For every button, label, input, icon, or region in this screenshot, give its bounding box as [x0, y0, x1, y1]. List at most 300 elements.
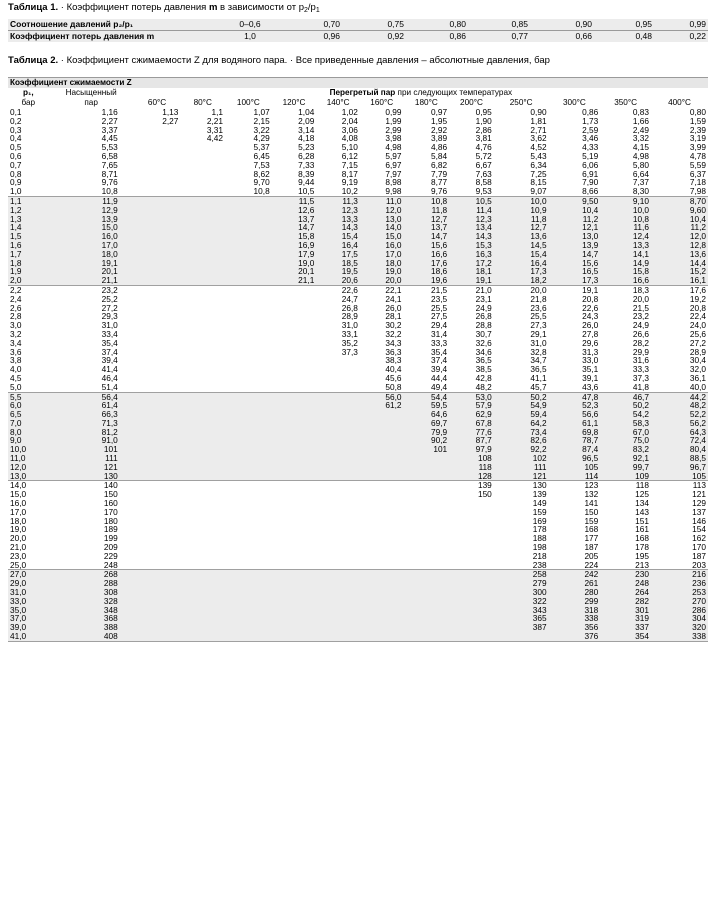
- superheated-cell: 6,28: [272, 152, 317, 161]
- superheated-cell: [272, 304, 317, 313]
- superheated-cell: [134, 614, 181, 623]
- superheated-cell: 6,37: [651, 170, 708, 179]
- superheated-cell: 16,4: [316, 241, 360, 250]
- superheated-cell: 149: [494, 499, 549, 508]
- superheated-cell: [134, 348, 181, 357]
- superheated-cell: 4,33: [549, 143, 601, 152]
- pressure-cell: 1,6: [8, 241, 49, 250]
- pressure-cell: 0,8: [8, 170, 49, 179]
- superheated-cell: 15,6: [549, 259, 601, 268]
- superheated-cell: [180, 374, 225, 383]
- superheated-cell: [316, 463, 360, 472]
- superheated-cell: [225, 259, 272, 268]
- superheated-cell: 9,19: [316, 178, 360, 187]
- pressure-ratio-value: 0,80: [406, 19, 468, 31]
- superheated-cell: 3,46: [549, 134, 601, 143]
- superheated-cell: 280: [549, 588, 601, 597]
- saturated-cell: 348: [49, 606, 134, 615]
- superheated-cell: 18,5: [316, 259, 360, 268]
- z-title-row: [8, 78, 708, 89]
- superheated-cell: 50,8: [360, 383, 404, 392]
- superheated-cell: 24,3: [549, 312, 601, 321]
- superheated-cell: 0,97: [404, 108, 450, 117]
- saturated-cell: 10,8: [49, 187, 134, 196]
- superheated-cell: 14,3: [316, 223, 360, 232]
- superheated-cell: 92,1: [600, 454, 651, 463]
- pressure-cell: 0,5: [8, 143, 49, 152]
- superheated-cell: [316, 472, 360, 481]
- table-row: [8, 178, 708, 187]
- superheated-cell: [180, 365, 225, 374]
- superheated-cell: [134, 356, 181, 365]
- superheated-cell: [180, 312, 225, 321]
- superheated-cell: 20,0: [494, 285, 549, 294]
- superheated-cell: [316, 525, 360, 534]
- superheated-cell: 224: [549, 561, 601, 570]
- saturated-cell: 140: [49, 481, 134, 490]
- superheated-cell: [180, 517, 225, 526]
- superheated-cell: 300: [494, 588, 549, 597]
- superheated-cell: 27,8: [549, 330, 601, 339]
- superheated-cell: 168: [549, 525, 601, 534]
- superheated-cell: 2,86: [449, 126, 494, 135]
- superheated-cell: [134, 392, 181, 401]
- saturated-cell: 20,1: [49, 267, 134, 276]
- table2-caption-number: Таблица 2.: [8, 55, 59, 66]
- pressure-cell: 2,6: [8, 304, 49, 313]
- superheated-cell: [272, 295, 317, 304]
- pressure-cell: 16,0: [8, 499, 49, 508]
- table-row: [8, 295, 708, 304]
- pressure-cell: 6,5: [8, 410, 49, 419]
- superheated-cell: 14,7: [549, 250, 601, 259]
- superheated-cell: 17,6: [651, 285, 708, 294]
- superheated-cell: [316, 534, 360, 543]
- superheated-cell: [404, 614, 450, 623]
- table1-caption-sub1: 2: [303, 7, 308, 14]
- superheated-cell: 54,2: [600, 410, 651, 419]
- superheated-cell: 0,99: [360, 108, 404, 117]
- table-row: [8, 348, 708, 357]
- superheated-cell: 146: [651, 517, 708, 526]
- superheated-cell: [225, 419, 272, 428]
- superheated-cell: 31,4: [404, 330, 450, 339]
- pressure-ratio-value: 0,95: [594, 19, 654, 31]
- superheated-cell: [272, 383, 317, 392]
- superheated-cell: 23,6: [494, 304, 549, 313]
- superheated-cell: [134, 445, 181, 454]
- superheated-cell: 337: [600, 623, 651, 632]
- pressure-cell: 6,0: [8, 401, 49, 410]
- superheated-cell: 376: [549, 632, 601, 641]
- superheated-cell: [180, 170, 225, 179]
- superheated-cell: [225, 267, 272, 276]
- temp-header: 300°C: [562, 98, 586, 107]
- superheated-cell: 8,98: [360, 178, 404, 187]
- superheated-cell: 1,02: [316, 108, 360, 117]
- superheated-cell: [134, 304, 181, 313]
- superheated-cell: [360, 632, 404, 641]
- superheated-cell: 248: [600, 579, 651, 588]
- superheated-cell: [225, 552, 272, 561]
- superheated-cell: [180, 570, 225, 579]
- superheated-cell: 33,0: [549, 356, 601, 365]
- superheated-cell: [449, 579, 494, 588]
- superheated-cell: [272, 419, 317, 428]
- superheated-cell: 79,9: [404, 428, 450, 437]
- superheated-cell: [134, 623, 181, 632]
- superheated-cell: [180, 454, 225, 463]
- superheated-cell: 13,3: [600, 241, 651, 250]
- superheated-cell: [180, 436, 225, 445]
- superheated-cell: 2,27: [134, 117, 181, 126]
- superheated-cell: 44,2: [651, 392, 708, 401]
- superheated-cell: 15,6: [404, 241, 450, 250]
- superheated-cell: 6,34: [494, 161, 549, 170]
- superheated-cell: [225, 525, 272, 534]
- superheated-cell: 130: [494, 481, 549, 490]
- loss-coefficient-value: 0,22: [654, 31, 708, 43]
- superheated-cell: 64,6: [404, 410, 450, 419]
- superheated-cell: [316, 508, 360, 517]
- saturated-cell: 3,37: [49, 126, 134, 135]
- saturated-cell: 13,9: [49, 215, 134, 224]
- superheated-cell: 9,76: [404, 187, 450, 196]
- superheated-cell: 1,81: [494, 117, 549, 126]
- superheated-cell: 54,9: [494, 401, 549, 410]
- superheated-cell: 29,4: [404, 321, 450, 330]
- superheated-cell: 187: [549, 543, 601, 552]
- pressure-cell: 3,8: [8, 356, 49, 365]
- superheated-cell: 12,0: [360, 206, 404, 215]
- superheated-cell: [225, 365, 272, 374]
- superheated-cell: 24,1: [360, 295, 404, 304]
- superheated-cell: 52,3: [549, 401, 601, 410]
- superheated-cell: [272, 321, 317, 330]
- superheated-cell: 9,50: [549, 196, 601, 205]
- superheated-cell: 17,5: [316, 250, 360, 259]
- superheated-cell: 15,3: [449, 241, 494, 250]
- superheated-cell: 35,2: [316, 339, 360, 348]
- superheated-cell: 50,2: [600, 401, 651, 410]
- superheated-cell: [134, 250, 181, 259]
- superheated-cell: 16,1: [651, 276, 708, 285]
- pressure-ratio-row: [8, 19, 708, 31]
- superheated-cell: 13,3: [316, 215, 360, 224]
- superheated-cell: 18,2: [494, 276, 549, 285]
- pressure-cell: 3,0: [8, 321, 49, 330]
- superheated-cell: 24,7: [316, 295, 360, 304]
- superheated-cell: 59,5: [404, 401, 450, 410]
- superheated-cell: 141: [549, 499, 601, 508]
- table-row: [8, 223, 708, 232]
- saturated-cell: 35,4: [49, 339, 134, 348]
- superheated-cell: 1,59: [651, 117, 708, 126]
- saturated-cell: 199: [49, 534, 134, 543]
- superheated-cell: [134, 490, 181, 499]
- table1-caption-sub2: 1: [315, 7, 320, 14]
- superheated-cell: 3,31: [180, 126, 225, 135]
- superheated-cell: [134, 152, 181, 161]
- superheated-cell: 73,4: [494, 428, 549, 437]
- superheated-cell: [316, 517, 360, 526]
- superheated-cell: 97,9: [449, 445, 494, 454]
- table-row: [8, 517, 708, 526]
- superheated-cell: [449, 614, 494, 623]
- superheated-cell: 304: [651, 614, 708, 623]
- superheated-cell: [272, 517, 317, 526]
- superheated-cell: [225, 410, 272, 419]
- superheated-cell: 23,1: [449, 295, 494, 304]
- saturated-cell: 5,53: [49, 143, 134, 152]
- table2-caption-text: · Коэффициент сжимаемости Z для водяного пара. · Все приведенные давления – абсолютные давления, бар: [58, 55, 550, 66]
- superheated-cell: [404, 579, 450, 588]
- superheated-cell: [225, 348, 272, 357]
- superheated-cell: 27,2: [651, 339, 708, 348]
- superheated-cell: 11,3: [316, 196, 360, 205]
- superheated-cell: [225, 561, 272, 570]
- superheated-cell: [316, 445, 360, 454]
- superheated-cell: 4,42: [180, 134, 225, 143]
- superheated-cell: 187: [651, 552, 708, 561]
- superheated-cell: 10,9: [494, 206, 549, 215]
- superheated-cell: 36,1: [651, 374, 708, 383]
- superheated-cell: [225, 295, 272, 304]
- superheated-cell: 64,2: [494, 419, 549, 428]
- table-row: [8, 250, 708, 259]
- saturated-cell: 150: [49, 490, 134, 499]
- superheated-cell: 64,3: [651, 428, 708, 437]
- superheated-cell: 365: [494, 614, 549, 623]
- superheated-cell: [272, 436, 317, 445]
- superheated-cell: [316, 383, 360, 392]
- superheated-cell: [272, 534, 317, 543]
- pressure-cell: 3,4: [8, 339, 49, 348]
- superheated-cell: 38,3: [360, 356, 404, 365]
- superheated-cell: [360, 445, 404, 454]
- table-row: [8, 374, 708, 383]
- superheated-cell: 22,1: [360, 285, 404, 294]
- superheated-cell: [180, 356, 225, 365]
- superheated-cell: 62,9: [449, 410, 494, 419]
- superheated-cell: [134, 517, 181, 526]
- superheated-cell: 27,5: [404, 312, 450, 321]
- pressure-cell: 1,3: [8, 215, 49, 224]
- loss-coefficient-value: 1,0: [224, 31, 276, 43]
- superheated-cell: 32,0: [651, 365, 708, 374]
- superheated-cell: [134, 436, 181, 445]
- superheated-cell: 28,9: [316, 312, 360, 321]
- saturated-cell: 209: [49, 543, 134, 552]
- superheated-cell: 270: [651, 597, 708, 606]
- table-row: [8, 614, 708, 623]
- table-row: [8, 276, 708, 285]
- superheated-cell: 3,06: [316, 126, 360, 135]
- superheated-cell: 114: [549, 472, 601, 481]
- superheated-cell: 0,80: [651, 108, 708, 117]
- superheated-cell: 2,21: [180, 117, 225, 126]
- superheated-cell: 7,15: [316, 161, 360, 170]
- table-row: [8, 534, 708, 543]
- superheated-cell: [360, 623, 404, 632]
- superheated-cell: 282: [600, 597, 651, 606]
- superheated-cell: 230: [600, 570, 651, 579]
- superheated-cell: [180, 623, 225, 632]
- superheated-cell: 11,8: [404, 206, 450, 215]
- superheated-cell: 28,1: [360, 312, 404, 321]
- superheated-cell: 5,84: [404, 152, 450, 161]
- saturated-cell: 2,27: [49, 117, 134, 126]
- table-row: [8, 597, 708, 606]
- superheated-cell: [404, 588, 450, 597]
- superheated-header-bold: Перегретый пар: [329, 88, 396, 97]
- superheated-cell: [225, 543, 272, 552]
- superheated-cell: [180, 285, 225, 294]
- superheated-cell: [225, 490, 272, 499]
- superheated-cell: [180, 259, 225, 268]
- table1-caption-number: Таблица 1.: [8, 2, 59, 13]
- superheated-cell: [272, 597, 317, 606]
- superheated-cell: 213: [600, 561, 651, 570]
- superheated-cell: [449, 597, 494, 606]
- saturated-cell: 308: [49, 588, 134, 597]
- superheated-cell: 8,58: [449, 178, 494, 187]
- temp-header: 250°C: [509, 98, 533, 107]
- superheated-cell: [404, 552, 450, 561]
- superheated-cell: 14,5: [494, 241, 549, 250]
- superheated-cell: 318: [549, 606, 601, 615]
- pressure-header: p₁,: [22, 88, 34, 97]
- superheated-cell: 41,1: [494, 374, 549, 383]
- superheated-cell: 61,2: [360, 401, 404, 410]
- superheated-cell: 13,7: [272, 215, 317, 224]
- temp-header: 120°C: [282, 98, 306, 107]
- superheated-cell: 338: [549, 614, 601, 623]
- superheated-cell: 14,7: [404, 232, 450, 241]
- saturated-cell: 388: [49, 623, 134, 632]
- superheated-cell: 28,8: [449, 321, 494, 330]
- superheated-cell: 17,3: [494, 267, 549, 276]
- superheated-cell: 31,6: [600, 356, 651, 365]
- superheated-cell: [225, 570, 272, 579]
- superheated-cell: 13,4: [449, 223, 494, 232]
- superheated-cell: 37,3: [600, 374, 651, 383]
- superheated-cell: 118: [600, 481, 651, 490]
- superheated-cell: [404, 525, 450, 534]
- superheated-cell: [180, 632, 225, 641]
- superheated-cell: [449, 543, 494, 552]
- pressure-cell: 11,0: [8, 454, 49, 463]
- superheated-cell: 8,30: [600, 187, 651, 196]
- superheated-cell: 299: [549, 597, 601, 606]
- superheated-cell: 22,6: [316, 285, 360, 294]
- table-row: [8, 285, 708, 294]
- superheated-cell: 30,2: [360, 321, 404, 330]
- superheated-cell: 154: [651, 525, 708, 534]
- superheated-cell: 13,0: [549, 232, 601, 241]
- superheated-cell: [316, 436, 360, 445]
- superheated-cell: 159: [494, 508, 549, 517]
- superheated-cell: 3,22: [225, 126, 272, 135]
- superheated-cell: 31,0: [316, 321, 360, 330]
- table-row: [8, 312, 708, 321]
- superheated-cell: [404, 534, 450, 543]
- table-row: [8, 570, 708, 579]
- superheated-cell: [272, 508, 317, 517]
- superheated-cell: 178: [600, 543, 651, 552]
- superheated-cell: 1,99: [360, 117, 404, 126]
- bar-header: бар: [21, 98, 36, 107]
- superheated-cell: [272, 374, 317, 383]
- saturated-cell: 12,9: [49, 206, 134, 215]
- superheated-cell: 12,7: [404, 215, 450, 224]
- superheated-cell: 17,3: [549, 276, 601, 285]
- superheated-cell: [272, 454, 317, 463]
- superheated-cell: 12,4: [600, 232, 651, 241]
- superheated-cell: 42,8: [449, 374, 494, 383]
- superheated-cell: 53,0: [449, 392, 494, 401]
- superheated-cell: [180, 428, 225, 437]
- superheated-cell: 31,3: [549, 348, 601, 357]
- pressure-cell: 33,0: [8, 597, 49, 606]
- pressure-cell: 37,0: [8, 614, 49, 623]
- superheated-cell: 26,0: [360, 304, 404, 313]
- superheated-cell: 4,78: [651, 152, 708, 161]
- saturated-cell: 130: [49, 472, 134, 481]
- superheated-cell: [272, 588, 317, 597]
- superheated-cell: 261: [549, 579, 601, 588]
- superheated-cell: [134, 472, 181, 481]
- superheated-cell: 83,2: [600, 445, 651, 454]
- superheated-cell: 177: [549, 534, 601, 543]
- header-row-2: [8, 98, 708, 108]
- superheated-cell: [272, 481, 317, 490]
- table1-caption-mid: в зависимости от p: [217, 2, 304, 13]
- superheated-cell: 31,0: [494, 339, 549, 348]
- table-row: [8, 463, 708, 472]
- superheated-cell: [316, 579, 360, 588]
- superheated-cell: 20,1: [272, 267, 317, 276]
- saturated-cell: 11,9: [49, 196, 134, 205]
- superheated-cell: [272, 543, 317, 552]
- superheated-cell: 16,9: [272, 241, 317, 250]
- superheated-cell: 34,3: [360, 339, 404, 348]
- loss-coefficient-value: 0,66: [530, 31, 594, 43]
- superheated-cell: [360, 517, 404, 526]
- superheated-cell: 5,80: [600, 161, 651, 170]
- superheated-cell: 29,1: [494, 330, 549, 339]
- table1-caption-text: · Коэффициент потерь давления: [58, 2, 209, 13]
- superheated-cell: 1,13: [134, 108, 181, 117]
- superheated-cell: [360, 525, 404, 534]
- saturated-cell: 33,4: [49, 330, 134, 339]
- table-row: [8, 588, 708, 597]
- superheated-cell: 34,7: [494, 356, 549, 365]
- superheated-cell: [180, 481, 225, 490]
- superheated-cell: 26,8: [316, 304, 360, 313]
- superheated-cell: [225, 206, 272, 215]
- superheated-cell: [134, 223, 181, 232]
- superheated-cell: 20,6: [316, 276, 360, 285]
- superheated-cell: [134, 570, 181, 579]
- temp-header: 80°C: [193, 98, 212, 107]
- superheated-cell: [360, 419, 404, 428]
- superheated-cell: 19,6: [404, 276, 450, 285]
- superheated-cell: [272, 632, 317, 641]
- superheated-cell: [225, 499, 272, 508]
- superheated-cell: [225, 392, 272, 401]
- saturated-cell: 29,3: [49, 312, 134, 321]
